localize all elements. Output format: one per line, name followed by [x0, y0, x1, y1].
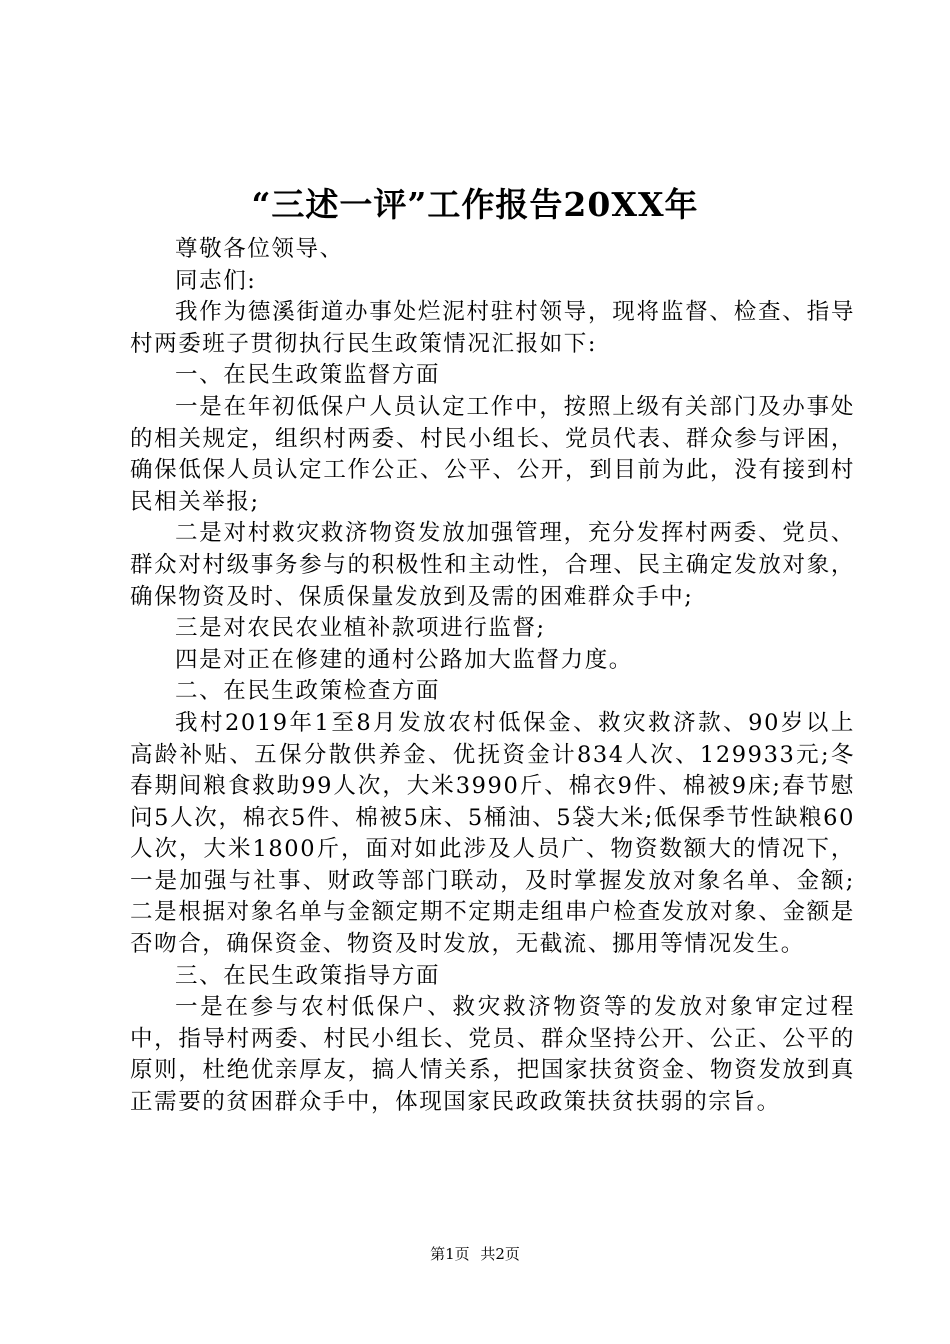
- body-paragraph: 一是在年初低保户人员认定工作中，按照上级有关部门及办事处的相关规定，组织村两委、村民小组长、党员代表、群众参与评困，确保低保人员认定工作公正、公平、公开，到目前为此，没有接到村民相关举报;: [130, 393, 855, 515]
- greeting-line: 尊敬各位领导、: [175, 236, 344, 262]
- body-paragraph: 一是在参与农村低保户、救灾救济物资等的发放对象审定过程中，指导村两委、村民小组长、党员、群众坚持公开、公正、公平的原则，杜绝优亲厚友，搞人情关系，把国家扶贫资金、物资发放到真正需要的贫困群众手中，体现国家民政政策扶贫扶弱的宗旨。: [130, 994, 855, 1116]
- section-heading-inspection: 二、在民生政策检查方面: [175, 678, 441, 705]
- body-paragraph: 二是对村救灾救济物资发放加强管理，充分发挥村两委、党员、群众对村级事务参与的积极性和主动性，合理、民主确定发放对象，确保物资及时、保质保量发放到及需的困难群众手中;: [130, 520, 855, 610]
- intro-paragraph: 我作为德溪街道办事处烂泥村驻村领导，现将监督、检查、指导村两委班子贯彻执行民生政策情况汇报如下:: [130, 299, 855, 357]
- document-title: “三述一评”工作报告20XX年: [251, 185, 699, 224]
- page-total: 共2页: [480, 1245, 520, 1263]
- greeting-line: 同志们:: [175, 267, 257, 294]
- section-heading-supervision: 一、在民生政策监督方面: [175, 362, 441, 389]
- body-paragraph: 我村2019年1至8月发放农村低保金、救灾救济款、90岁以上高龄补贴、五保分散供养金、优抚资金计834人次、129933元;冬春期间粮食救助99人次，大米3990斤、棉衣9件、棉被9床;春节慰问5人次，棉衣5件、棉被5床、5桶油、5袋大米;低保季节性缺粮60人次，大米1800斤，面对如此涉及人员广、物资数额大的情况下，一是加强与社事、财政等部门联动，及时掌握发放对象名单、金额;二是根据对象名单与金额定期不定期走组串户检查发放对象、金额是否吻合，确保资金、物资及时发放，无截流、挪用等情况发生。: [130, 709, 855, 958]
- section-heading-guidance: 三、在民生政策指导方面: [175, 962, 441, 989]
- page-number: 第1页: [430, 1245, 470, 1263]
- body-paragraph: 三是对农民农业植补款项进行监督;: [175, 615, 546, 642]
- document-body: [130, 234, 855, 1119]
- page-footer: [0, 1244, 950, 1264]
- body-paragraph: 四是对正在修建的通村公路加大监督力度。: [175, 646, 633, 673]
